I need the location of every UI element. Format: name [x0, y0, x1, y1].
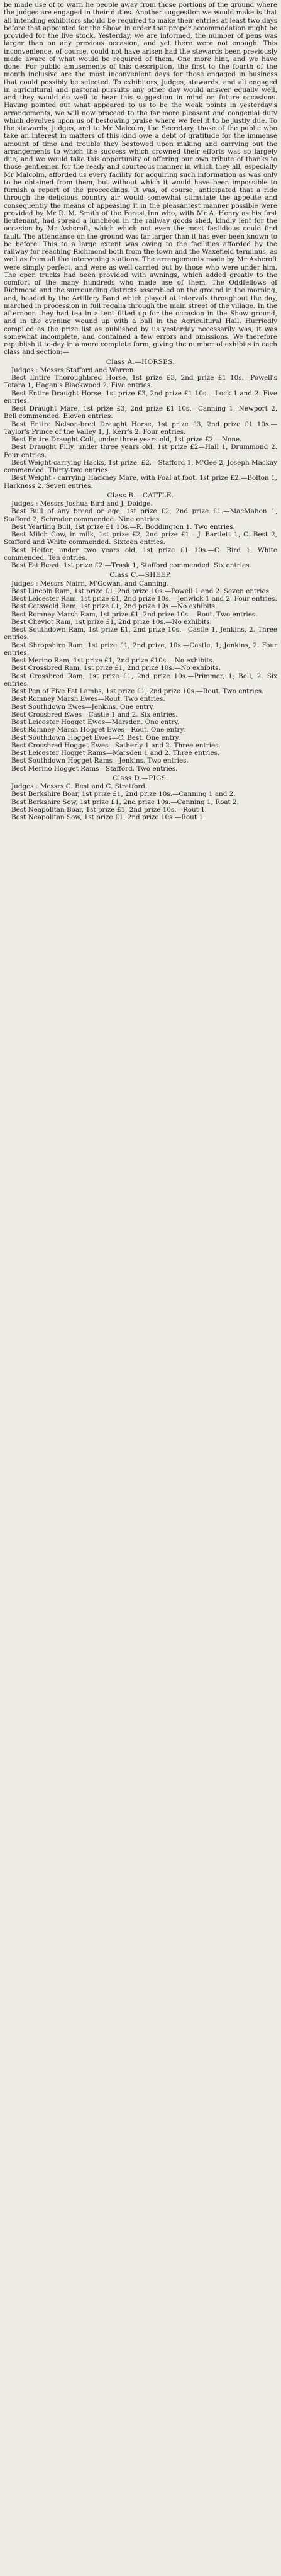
prize-entry: Best Romney Marsh Ewes—Rout. Two entries. [11, 695, 165, 703]
prize-entry: Best Neapolitan Sow, 1st prize £1, 2nd prize 10s.—Rout 1. [11, 814, 206, 821]
class-heading: Class C.—SHEEP. [109, 571, 172, 579]
prize-entry: Best Bull of any breed or age, 1st prize £2, 2nd prize £1.—MacMahon 1, Stafford 2, Schroder commended. Nine entries. [4, 508, 277, 523]
article-intro-paragraph: be made use of to warn he people away from those portions of the ground where the judges are engaged in their duties. Another suggestion we would make is that all intending exhibitors should be required to make their entries at least two days before that appointed for the Show, in order that proper accommodation might be provided for the live stock. Yesterday, we are informed, the number of pens was larger than on any previous occasion, and yet there were not enough. This inconvenience, of course, could not have arisen had the stewards been previously made aware of what would be required of them. One more hint, and we have done. For public amusements of this description, the first to the fourth of the month inclusive are the most inconvenient days for those engaged in business that could possibly be selected. To exhibitors, judges, stewards, and all engaged in agricultural and pastoral pursuits any other day would answer equally well, and they would do well to bear this suggestion in mind on future occasions. Having pointed out what appeared to us to be the weak points in yesterday's arrangements, we will now proceed to the far more pleasant and congenial duty which devolves upon us of bestowing praise where we feel it to be justly due. To the stewards, judges, and to Mr Malcolm, the Secretary, those of the public who take an interest in matters of this kind owe a debt of gratitude for the immense amount of time and trouble they bestowed upon making and carrying out the arrangements to which the success which crowned their efforts was so largely due, and we would take this opportunity of offering our own tribute of thanks to those gentlemen for the ready and courteous manner in which they all, especially Mr Malcolm, afforded us every facility for acquiring such information as was only to be obtained from them, but without which it would have been impossible to furnish a report of the proceedings. It was, of course, anticipated that a ride through the delicious country air would somewhat stimulate the appetite and consequently the means of appeasing it in the pleasantest manner possible were provided by Mr R. M. Smith of the Forest Inn who, with Mr A. Henry as his first lieutenant, had spread a luncheon in the railway goods shed, kindly lent for the occasion by Mr Ashcroft, which which not even the most fastidious could find fault. The attendance on the ground was far larger than it has ever been known to be before. This to a large extent was owing to the facilities afforded by the railway for reaching Richmond both from the town and the Waxefield terminus, as well as from all the intervening stations. The arrangements made by Mr Ashcroft were simply perfect, and were as well carried out by those who were under him. The open trucks had been provided with awnings, which added greatly to the comfort of the many hundreds who made use of them. The Oddfellows of Richmond and the surrounding districts assembled on the ground in the morning, and, headed by the Artillery Band which played at intervals throughout the day, marched in procession in full regalia through the main street of the village. In the afternoon they had tea in a tent fitted up for the occasion in the Show ground, and in the evening wound up with a ball in the Agricultural Hall. Hurriedly compiled as the prize list as published by us yesterday necessarily was, it was somewhat incomplete, and contained a few errors and omissions. We therefore republish it to-day in a more complete form, giving the number of exhibits in each class and section:— [4, 1, 277, 356]
prize-entry: Best Leicester Ram, 1st prize £1, 2nd prize 10s.—Jenwick 1 and 2. Four entries. [11, 595, 277, 603]
prize-entry: Best Southdown Ram, 1st prize £1, 2nd prize 10s.—Castle 1, Jenkins, 2. Three entries. [4, 626, 277, 642]
prize-entry: Best Entire Draught Horse, 1st prize £3, 2nd prize £1 10s.—Lock 1 and 2. Five entries. [4, 389, 277, 405]
prize-entry: Best Entire Draught Colt, under three years old, 1st prize £2.—None. [11, 436, 242, 443]
class-heading: Class D.—PIGS. [113, 774, 168, 782]
prize-entry: Best Leicester Hogget Ewes—Marsden. One entry. [11, 718, 180, 726]
prize-entry: Best Crossbred Ram, 1st prize £1, 2nd prize 10s.—No exhibits. [11, 664, 221, 672]
prize-entry: Best Weight - carrying Hackney Mare, with Foal at foot, 1st prize £2.—Bolton 1, Harkness 2. Seven entries. [4, 474, 277, 490]
prize-entry: Best Romney Marsh Hogget Ewes—Rout. One entry. [11, 726, 185, 734]
prize-entry: Best Weight-carrying Hacks, 1st prize, £2.—Stafford 1, M'Gee 2, Joseph Mackay commended. Thirty-two entries. [4, 458, 277, 474]
prize-entry: Best Neapolitan Boar, 1st prize £1, 2nd prize 10s.—Rout 1. [11, 805, 207, 814]
prize-entry: Best Southdown Hogget Rams—Jenkins. Two entries. [11, 757, 189, 765]
prize-entry: Best Draught Filly, under three years old, 1st prize £2—Hall 1, Drummond 2. Four entries. [4, 443, 277, 459]
judges-line: Judges : Messrs Stafford and Warren. [11, 366, 136, 374]
prize-entry: Best Southdown Hogget Ewes—C. Best. One entry. [11, 734, 180, 742]
class-heading: Class B.—CATTLE. [107, 491, 174, 499]
prize-entry: Best Cotswold Ram, 1st prize £1, 2nd prize 10s.—No exhibits. [11, 603, 218, 611]
class-heading: Class A.—HORSES. [106, 358, 175, 366]
prize-entry: Best Entire Thoroughbred Horse, 1st prize £3, 2nd prize £1 10s.—Powell's Totara 1, Hagan's Blackwood 2. Five entries. [4, 374, 277, 390]
prize-entry: Best Crossbred Hogget Ewes—Satherly 1 and 2. Three entries. [11, 741, 221, 749]
judges-line: Judges : Messrs Nairn, M'Gowan, and Canning. [11, 579, 169, 587]
prize-entry: Best Leicester Hogget Rams—Marsden 1 and 2. Three entries. [11, 749, 220, 757]
prize-entry: Best Merino Ram, 1st prize £1, 2nd prize £10s.—No exhibits. [11, 657, 215, 664]
prize-list [4, 358, 277, 822]
prize-entry: Best Milch Cow, in milk, 1st prize £2, 2nd prize £1.—J. Bartlett 1, C. Best 2, Stafford and White commended. Sixteen entries. [4, 531, 277, 547]
prize-entry: Best Berkshire Boar, 1st prize £1, 2nd prize 10s.—Canning 1 and 2. [11, 790, 236, 798]
prize-class-section [4, 571, 277, 773]
prize-entry: Best Entire Nelson-bred Draught Horse, 1st prize £3, 2nd prize £1 10s.—Taylor's Prince of the Valley 1, J. Kerr's 2. Four entries. [4, 420, 277, 436]
prize-entry: Best Draught Mare, 1st prize £3, 2nd prize £1 10s.—Canning 1, Newport 2, Bell commended. Eleven entries. [4, 405, 277, 421]
prize-entry: Best Lincoln Ram, 1st prize £1, 2nd prize 10s.—Powell 1 and 2. Seven entries. [11, 587, 272, 595]
prize-entry: Best Crossbred Ram, 1st prize £1, 2nd prize 10s.—Primmer, 1; Bell, 2. Six entries. [4, 672, 277, 688]
newspaper-article [0, 0, 281, 830]
prize-entry: Best Crossbred Ewes—Castle 1 and 2. Six entries. [11, 710, 178, 718]
prize-entry: Best Yearling Bull, 1st prize £1 10s.—R. Boddington 1. Two entries. [11, 523, 235, 531]
prize-entry: Best Berkshire Sow, 1st prize £1, 2nd prize 10s.—Canning 1, Roat 2. [11, 798, 239, 806]
prize-entry: Best Heifer, under two years old, 1st prize £1 10s.—C. Bird 1, White commended. Ten entries. [4, 546, 277, 562]
prize-class-section [4, 492, 277, 570]
judges-line: Judges : Messrs C. Best and C. Stratford. [11, 783, 148, 790]
prize-class-section [4, 775, 277, 822]
prize-entry: Best Romney Marsh Ram, 1st prize £1, 2nd prize 10s.—Rout. Two entries. [11, 610, 258, 618]
prize-entry: Best Pen of Five Fat Lambs, 1st prize £1, 2nd prize 10s.—Rout. Two entries. [11, 688, 264, 695]
judges-line: Judges : Messrs Joshua Bird and J. Doidge. [11, 500, 153, 508]
prize-entry: Best Cheviot Ram, 1st prize £1, 2nd prize 10s.—No exhibits. [11, 618, 212, 626]
prize-entry: Best Shropshire Ram, 1st prize £1, 2nd prize, 10s.—Castle, 1; Jenkins, 2. Four entries. [4, 641, 277, 657]
prize-class-section [4, 358, 277, 490]
prize-entry: Best Merino Hogget Rams—Stafford. Two entries. [11, 764, 178, 773]
prize-entry: Best Southdown Ewes—Jenkins. One entry. [11, 703, 155, 711]
prize-entry: Best Fat Beast, 1st prize £2.—Trask 1, Stafford commended. Six entries. [11, 562, 251, 569]
